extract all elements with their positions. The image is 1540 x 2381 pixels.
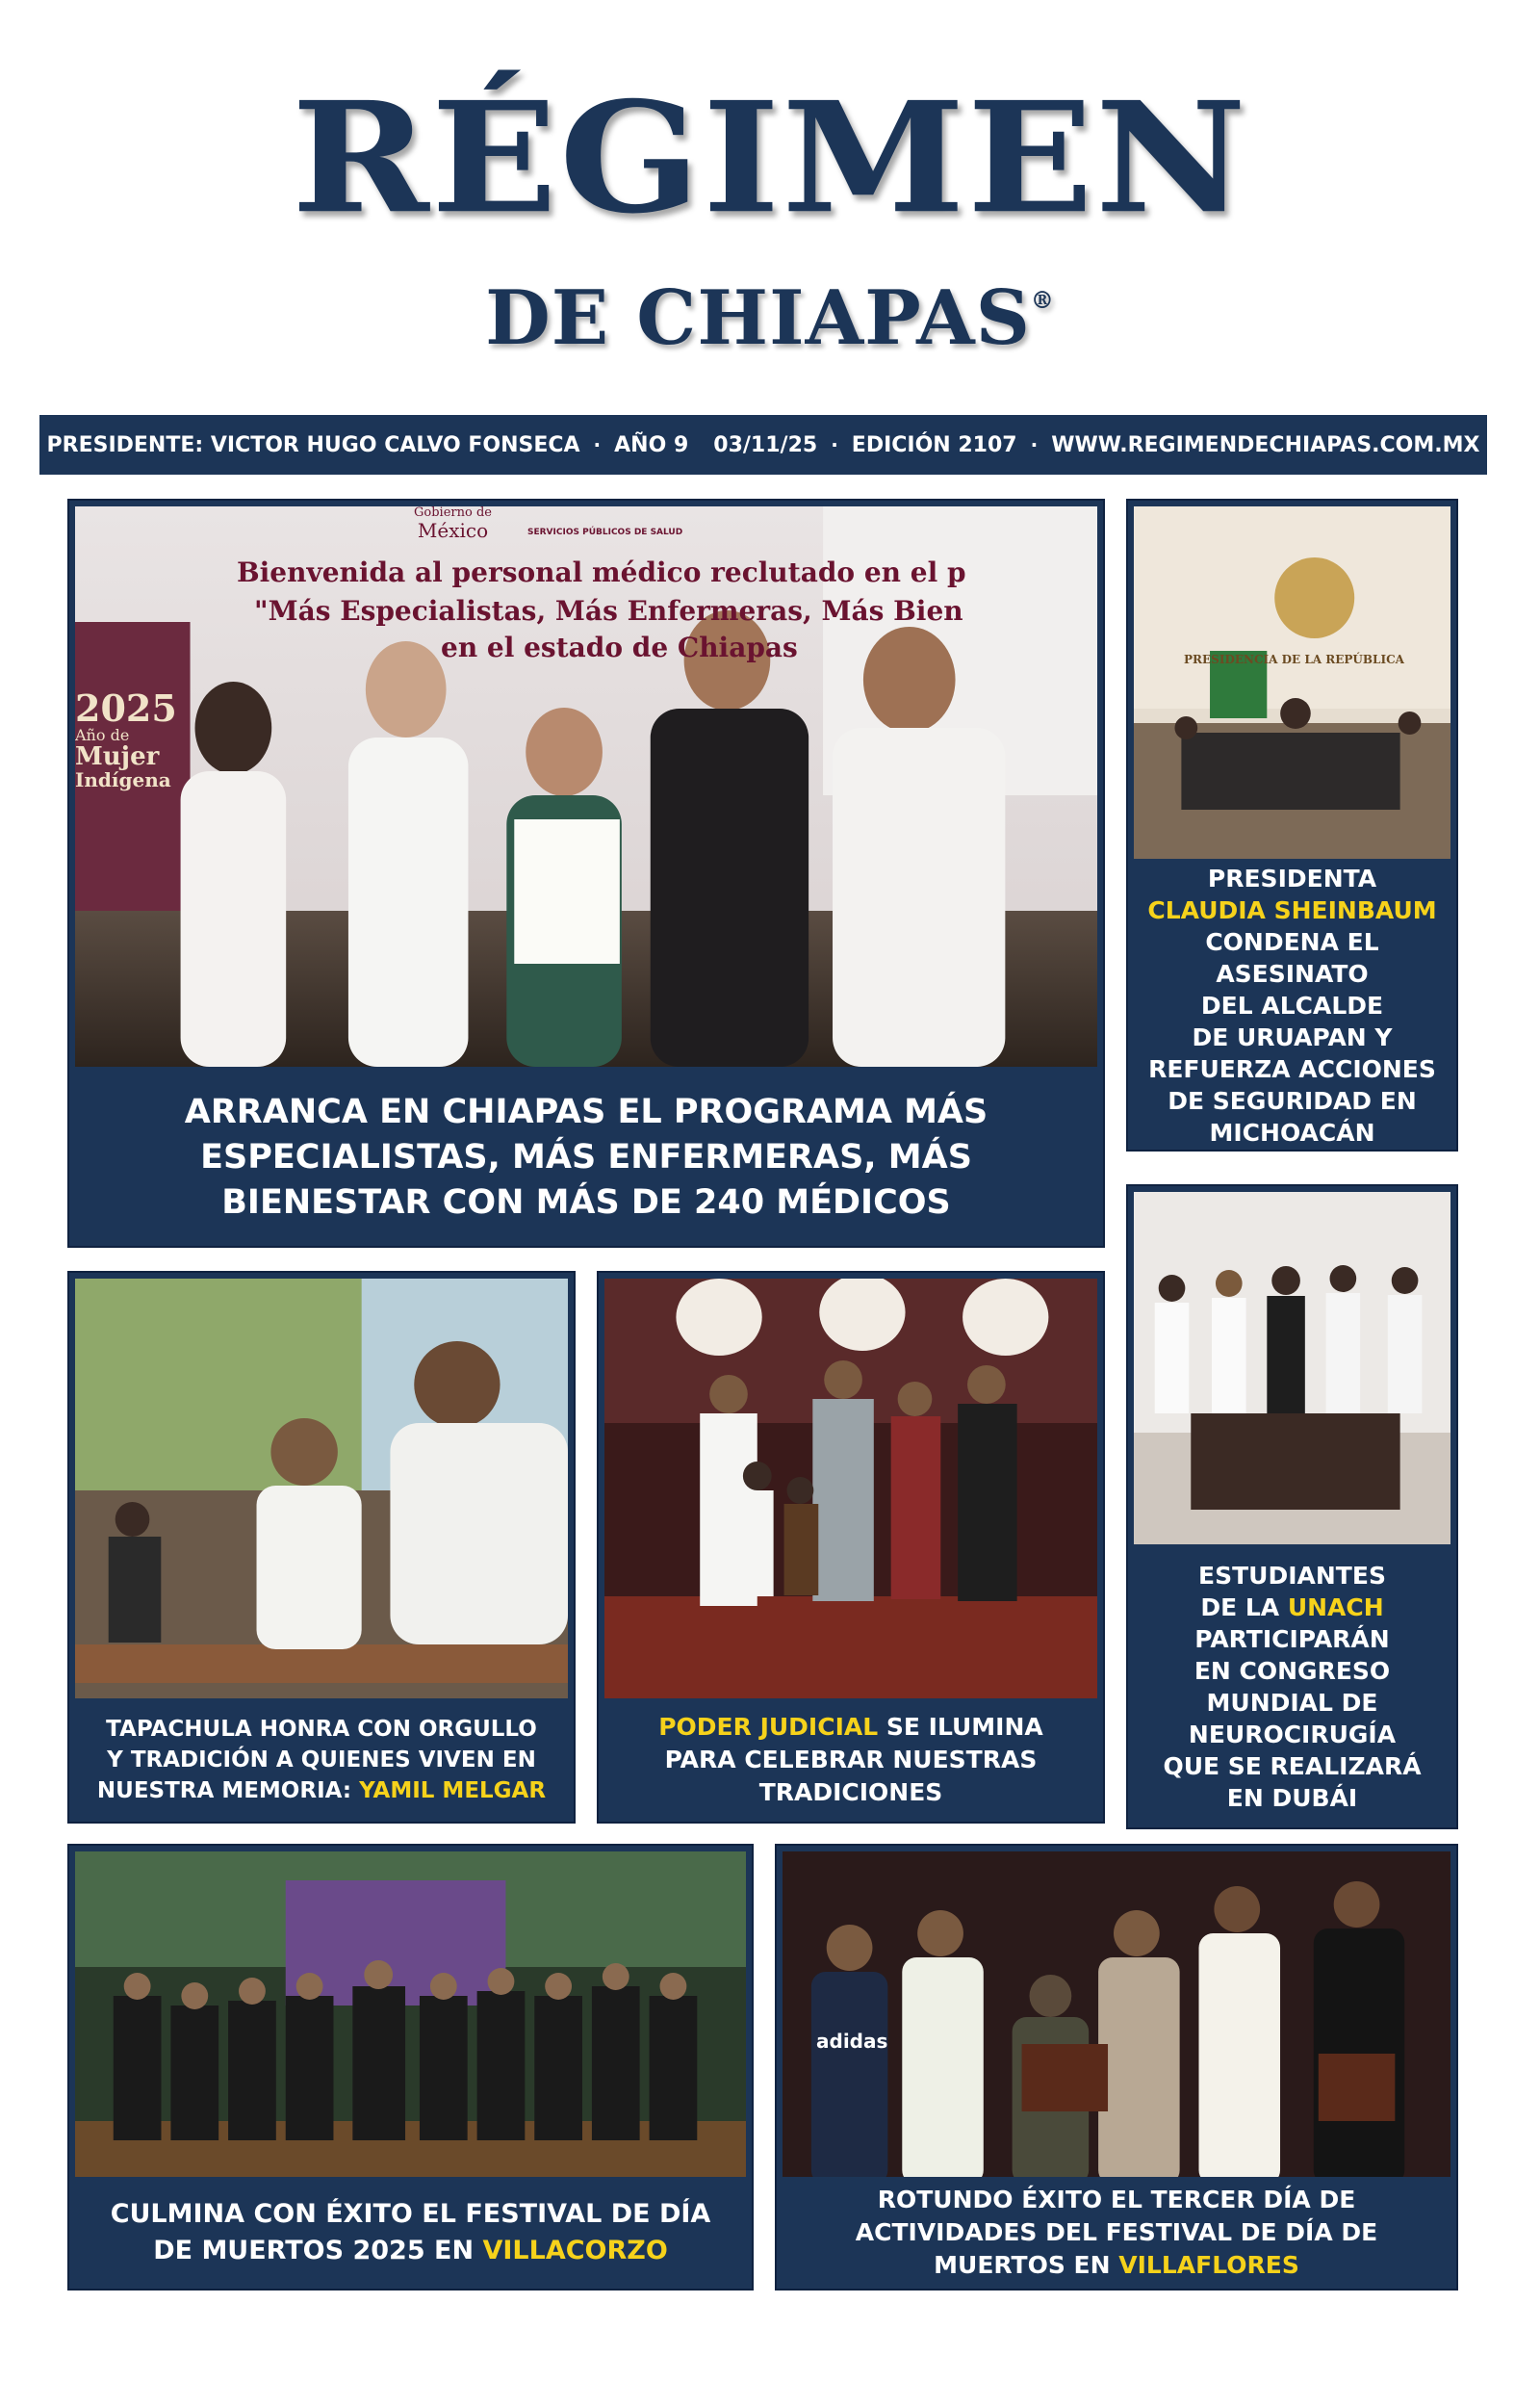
- caption-line: ESTUDIANTES: [1198, 1562, 1386, 1590]
- caption-highlight: PODER JUDICIAL: [658, 1713, 879, 1741]
- year-sign-line-3: Mujer: [75, 741, 160, 771]
- story-tapachula-caption: [69, 1698, 574, 1822]
- caption-highlight: UNACH: [1287, 1593, 1384, 1621]
- story-unach-photo: [1134, 1192, 1450, 1544]
- caption-line: TRADICIONES: [758, 1778, 943, 1806]
- award-ceremony-photo: [783, 1851, 1450, 2185]
- caption-line: DEL ALCALDE: [1200, 991, 1384, 1020]
- banner-line-1: Bienvenida al personal médico reclutado en el p: [237, 556, 966, 588]
- caption-line: EN DUBÁI: [1226, 1784, 1358, 1812]
- gov-logo-text-top: Gobierno de: [414, 506, 492, 520]
- banner-line-3: en el estado de Chiapas: [441, 632, 798, 663]
- newspaper-logo-subtitle: [0, 274, 1540, 362]
- story-villaflores-photo: [783, 1851, 1450, 2185]
- press-conference-photo: [1134, 506, 1450, 859]
- edition-label: EDICIÓN 2107: [851, 432, 1017, 457]
- story-main-photo: [75, 506, 1097, 1067]
- health-logo: SERVICIOS PÚBLICOS DE SALUD: [527, 528, 683, 537]
- festival-group-photo: [75, 1851, 746, 2185]
- shirt-brand-text: adidas: [816, 2030, 888, 2053]
- caption-line: REFUERZA ACCIONES: [1148, 1054, 1436, 1083]
- caption-line: TAPACHULA HONRA CON ORGULLO: [106, 1717, 537, 1742]
- caption-highlight: CLAUDIA SHEINBAUM: [1147, 895, 1437, 924]
- year-sign-year: 2025: [75, 686, 177, 730]
- story-poder-photo: [604, 1279, 1097, 1708]
- story-unach-caption: [1128, 1546, 1456, 1827]
- caption-line: NEUROCIRUGÍA: [1188, 1721, 1397, 1748]
- story-sheinbaum-photo: [1134, 506, 1450, 859]
- caption-line: MUERTOS EN: [934, 2251, 1119, 2279]
- story-poder-judicial[interactable]: [597, 1271, 1105, 1824]
- separator: ·: [831, 433, 838, 456]
- story-sheinbaum-caption: [1128, 861, 1456, 1150]
- caption-line: DE SEGURIDAD EN: [1168, 1086, 1417, 1115]
- story-villaflores[interactable]: [775, 1844, 1458, 2290]
- caption-line: PARTICIPARÁN: [1194, 1625, 1390, 1653]
- caption-line: DE LA: [1200, 1593, 1288, 1621]
- masthead: [0, 0, 1540, 404]
- caption-line: EN CONGRESO: [1194, 1657, 1391, 1685]
- caption-line: QUE SE REALIZARÁ: [1163, 1752, 1422, 1780]
- president-label: PRESIDENTE: VICTOR HUGO CALVO FONSECA: [46, 432, 580, 457]
- story-tapachula[interactable]: [67, 1271, 576, 1824]
- caption-line: SE ILUMINA: [878, 1713, 1043, 1741]
- issue-date: 03/11/25: [713, 432, 818, 457]
- caption-line: CULMINA CON ÉXITO EL FESTIVAL DE DÍA: [110, 2199, 711, 2229]
- event-photo: [75, 506, 1097, 1067]
- logo-subtitle-text: DE CHIAPAS: [485, 274, 1031, 362]
- story-sheinbaum[interactable]: [1126, 499, 1458, 1152]
- story-villacorzo-caption: [69, 2177, 752, 2289]
- story-main-caption: [69, 1069, 1103, 1246]
- story-main-headline: ARRANCA EN CHIAPAS EL PROGRAMA MÁS ESPECIALISTAS, MÁS ENFERMERAS, MÁS BIENESTAR CON MÁS DE 240 MÉDICOS: [184, 1092, 988, 1222]
- story-main[interactable]: [67, 499, 1105, 1248]
- caption-line: DE MUERTOS 2025 EN: [153, 2236, 483, 2265]
- year-sign-line-4: Indígena: [75, 767, 171, 791]
- newspaper-logo: RÉGIMEN: [291, 67, 1249, 247]
- caption-line: ACTIVIDADES DEL FESTIVAL DE DÍA DE: [855, 2218, 1378, 2246]
- separator: ·: [593, 433, 602, 456]
- info-bar: [39, 415, 1487, 475]
- caption-line: PARA CELEBRAR NUESTRAS: [664, 1746, 1038, 1773]
- students-photo: [1134, 1192, 1450, 1544]
- caption-line: MUNDIAL DE: [1206, 1689, 1378, 1717]
- year-sign: [75, 686, 181, 791]
- story-villaflores-caption: [777, 2177, 1456, 2289]
- caption-line: CONDENA EL: [1205, 927, 1379, 956]
- website-link[interactable]: WWW.REGIMENDECHIAPAS.COM.MX: [1051, 432, 1480, 457]
- story-poder-caption: [599, 1698, 1103, 1822]
- story-villacorzo-photo: [75, 1851, 746, 2185]
- gov-logo-text-bottom: México: [417, 519, 489, 543]
- separator: ·: [1030, 433, 1039, 456]
- year-sign-line-2: Año de: [75, 725, 130, 744]
- presidency-sign: PRESIDENCIA DE LA REPÚBLICA: [1184, 653, 1404, 666]
- story-tapachula-photo: [75, 1279, 568, 1708]
- caption-highlight: VILLAFLORES: [1118, 2251, 1299, 2279]
- caption-line: DE URUAPAN Y: [1192, 1022, 1393, 1051]
- caption-highlight: YAMIL MELGAR: [359, 1778, 547, 1803]
- caption-line: MICHOACÁN: [1209, 1118, 1375, 1147]
- registered-mark: ®: [1030, 286, 1055, 314]
- family-photo: [604, 1279, 1097, 1708]
- banner-line-2: "Más Especialistas, Más Enfermeras, Más Bien: [254, 595, 963, 627]
- gov-mexico-logo: [407, 506, 499, 541]
- story-villacorzo[interactable]: [67, 1844, 754, 2290]
- caption-highlight: VILLACORZO: [482, 2236, 668, 2265]
- caption-line: NUESTRA MEMORIA:: [96, 1778, 360, 1803]
- caption-line: PRESIDENTA: [1207, 864, 1377, 893]
- year-label: AÑO 9: [614, 432, 689, 457]
- caption-line: ASESINATO: [1216, 959, 1369, 988]
- story-unach[interactable]: [1126, 1184, 1458, 1829]
- caption-line: Y TRADICIÓN A QUIENES VIVEN EN: [107, 1747, 536, 1773]
- caption-line: ROTUNDO ÉXITO EL TERCER DÍA DE: [877, 2186, 1356, 2213]
- marimba-photo: [75, 1279, 568, 1708]
